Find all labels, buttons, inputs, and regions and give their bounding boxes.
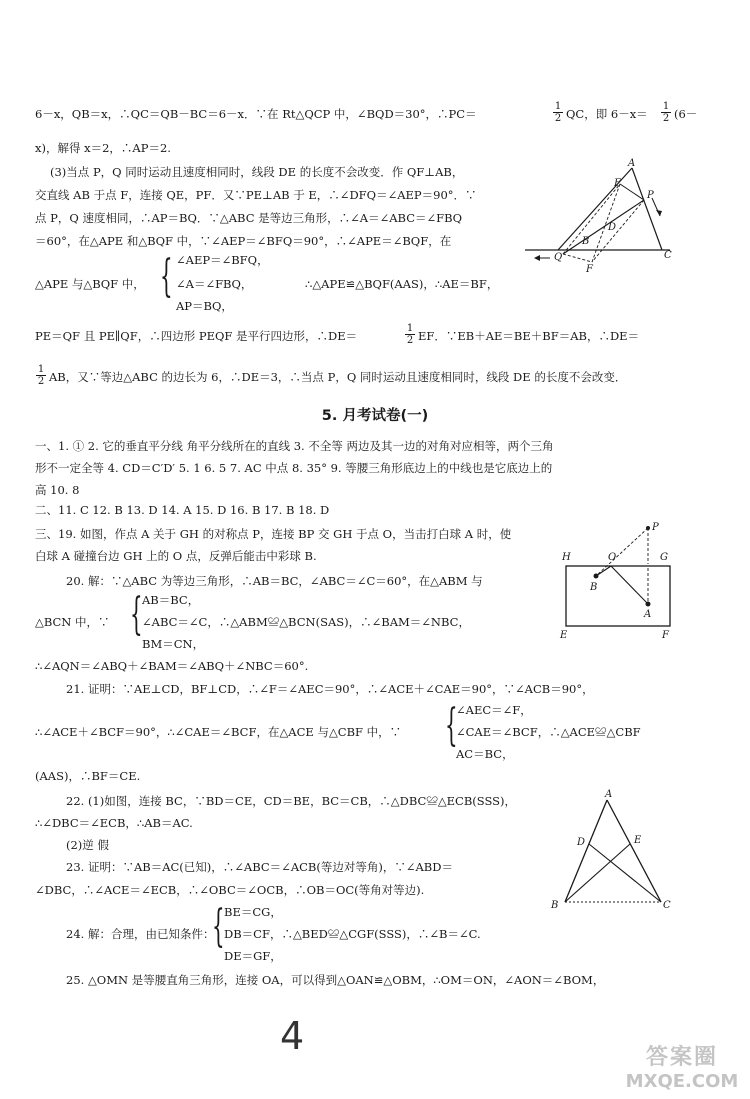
text-line: ∠AEP＝∠BFQ， (176, 253, 269, 267)
text-line: AP＝BQ， (176, 299, 233, 313)
fig3-label-e: E (634, 835, 642, 846)
text-line: ∠DBC，∴∠ACE＝∠ECB，∴∠OBC＝∠OCB，∴OB＝OC(等角对等边). (35, 883, 425, 897)
fig2-label-o: O (608, 552, 617, 563)
fig2-label-g: G (660, 552, 668, 563)
text-line: 一、1. ① 2. 它的垂直平分线 角平分线所在的直线 3. 不全等 两边及其一边的对角对应相等，两个三角 (35, 439, 554, 453)
fraction: 1 2 (662, 101, 670, 124)
brace: { (160, 251, 173, 302)
fig2-label-p: P (652, 522, 659, 533)
fig3-label-c: C (663, 900, 671, 911)
fraction: 1 2 (406, 323, 414, 346)
text-line: 点 P，Q 速度相同，∴AP＝BQ．∵△ABC 是等边三角形，∴∠A＝∠ABC＝∠FBQ (35, 211, 463, 225)
text-line: x)，解得 x＝2，∴AP＝2. (35, 141, 171, 155)
text-line: ∴△APE≌△BQF(AAS)，∴AE＝BF， (305, 277, 499, 291)
text-line: AB＝BC， (142, 593, 200, 607)
fig1-label-p: P (647, 190, 654, 201)
watermark: 答案圈 MXQE.COM (625, 1045, 739, 1092)
text-line: △BCN 中，∵ (35, 615, 110, 629)
brace: { (130, 589, 143, 640)
fig1-label-c: C (664, 250, 672, 261)
text-line: 23. 证明：∵AB＝AC(已知)，∴∠ABC＝∠ACB(等边对等角)，∵∠ABD＝ (66, 860, 453, 874)
fig2-label-a: A (644, 609, 652, 620)
text-line: AC＝BC， (456, 747, 514, 761)
fig1-label-e: E (614, 178, 622, 189)
fig3-label-a: A (605, 789, 613, 800)
text-line: AB，又∵等边△ABC 的边长为 6，∴DE＝3，∴当点 P，Q 同时运动且速度相同时，线段 DE 的长度不会改变． (49, 370, 627, 384)
text-line: ＝60°，在△APE 和△BQF 中，∵∠AEP＝∠BFQ＝90°，∴∠APE＝∠BQF，在 (35, 234, 452, 248)
text-line: 二、11. C 12. B 13. D 14. A 15. D 16. B 17. B 18. D (35, 503, 330, 517)
fig3-label-d: D (577, 837, 586, 848)
text-line: ∴∠AQN＝∠ABQ＋∠BAM＝∠ABQ＋∠NBC＝60°. (35, 659, 309, 673)
text-line: (2)逆 假 (66, 838, 109, 852)
text-line: 24. 解：合理，由已知条件： (66, 927, 215, 941)
fig1-label-f: F (586, 264, 593, 275)
text-line: 形不一定全等 4. CD＝C′D′ 5. 1 6. 5 7. AC 中点 8. 35° 9. 等腰三角形底边上的中线也是它底边上的 (35, 461, 553, 475)
text-line: ∠A＝∠FBQ， (176, 277, 253, 291)
section-title: 5. 月考试卷(一) (321, 408, 429, 424)
text-line: 三、19. 如图，作点 A 关于 GH 的对称点 P，连接 BP 交 GH 于点 O，当击打白球 A 时，使 (35, 527, 512, 541)
text-line: 21. 证明：∵AE⊥CD，BF⊥CD，∴∠F＝∠AEC＝90°，∴∠ACE＋∠CAE＝90°，∵∠ACB＝90°， (66, 682, 594, 696)
fig1-label-d: D (608, 222, 617, 233)
text-line: (3)当点 P，Q 同时运动且速度相同时，线段 DE 的长度不会改变．作 QF⊥AB， (50, 165, 464, 179)
fig2-label-h: H (562, 552, 571, 563)
text-line: ∴∠ACE＋∠BCF＝90°，∴∠CAE＝∠BCF，在△ACE 与△CBF 中，∵ (35, 725, 402, 739)
fraction: 1 2 (554, 101, 562, 124)
text-line: (6－ (674, 107, 698, 121)
text-line: DB＝CF，∴△BED≌△CGF(SSS)，∴∠B＝∠C. (224, 927, 481, 941)
brace: { (212, 901, 225, 952)
fig1-label-b: B (582, 236, 590, 247)
figure-billiard-table (556, 516, 682, 642)
figure-isosceles-triangle (545, 788, 675, 916)
text-line: BE＝CG， (224, 905, 282, 919)
text-line: PE＝QF 且 PE∥QF，∴四边形 PEQF 是平行四边形，∴DE＝ (35, 329, 358, 343)
fig1-label-q: Q (554, 252, 563, 263)
text-line: EF．∵EB＋AE＝BE＋BF＝AB，∴DE＝ (418, 329, 640, 343)
text-line: 22. (1)如图，连接 BC，∵BD＝CE，CD＝BE，BC＝CB，∴△DBC≌△ECB(SSS)， (66, 794, 517, 808)
page-number: 4 (280, 1014, 305, 1058)
text-line: △APE 与△BQF 中， (35, 277, 145, 291)
fig2-label-e: E (560, 630, 568, 641)
text-line: BM＝CN， (142, 637, 205, 651)
text-line: (AAS)，∴BF＝CE. (35, 769, 141, 783)
text-line: 交直线 AB 于点 F，连接 QE，PF．又∵PE⊥AB 于 E，∴∠DFQ＝∠AEP＝90°．∵ (35, 188, 477, 202)
text-line: 高 10. 8 (35, 483, 80, 497)
fig2-label-b: B (590, 582, 598, 593)
text-line: QC，即 6－x＝ (566, 107, 648, 121)
text-line: ∠ABC＝∠C，∴△ABM≌△BCN(SAS)，∴∠BAM＝∠NBC， (142, 615, 470, 629)
fraction: 1 2 (37, 364, 45, 387)
text-line: DE＝GF， (224, 949, 282, 963)
fig2-label-f: F (662, 630, 669, 641)
text-line: 白球 A 碰撞台边 GH 上的 O 点，反弹后能击中彩球 B. (35, 549, 317, 563)
fig1-label-a: A (628, 158, 636, 169)
fig3-label-b: B (551, 900, 559, 911)
text-line: 25. △OMN 是等腰直角三角形，连接 OA，可以得到△OAN≌△OBM，∴OM＝ON，∠AON＝∠BOM， (66, 973, 605, 987)
text-line: 20. 解：∵△ABC 为等边三角形，∴AB＝BC，∠ABC＝∠C＝60°，在△ABM 与 (66, 574, 483, 588)
figure-triangle-pq (520, 158, 680, 278)
text-line: ∠CAE＝∠BCF，∴△ACE≌△CBF (456, 725, 641, 739)
brace: { (445, 700, 458, 751)
text-line: ∴∠DBC＝∠ECB，∴AB＝AC. (35, 816, 193, 830)
text-line: 6－x，QB＝x，∴QC＝QB－BC＝6－x．∵在 Rt△QCP 中，∠BQD＝30°，∴PC＝ (35, 107, 477, 121)
text-line: ∠AEC＝∠F， (456, 703, 532, 717)
